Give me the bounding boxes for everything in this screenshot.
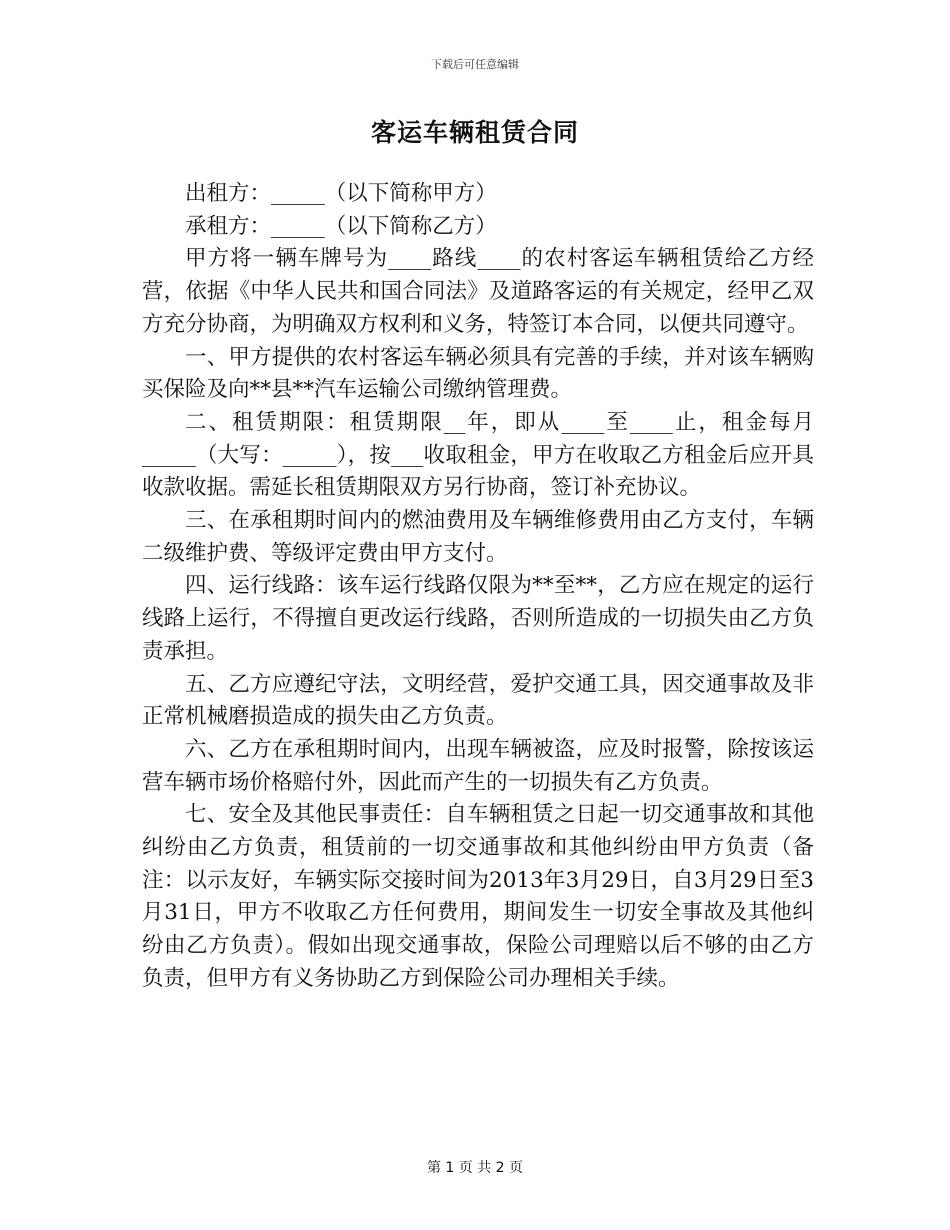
preamble-paragraph: 甲方将一辆车牌号为____路线____的农村客运车辆租赁给乙方经营，依据《中华人民共和国合同法》及道路客运的有关规定，经甲乙双方充分协商，为明确双方权利和义务，特签订本合同，以便共同遵守。	[142, 246, 814, 337]
contract-body	[142, 178, 814, 996]
clause-5: 五、乙方应遵纪守法，文明经营，爱护交通工具，因交通事故及非正常机械磨损造成的损失由乙方负责。	[142, 671, 814, 730]
clause-4: 四、运行线路：该车运行线路仅限为**至**，乙方应在规定的运行线路上运行，不得擅自更改运行线路，否则所造成的一切损失由乙方负责承担。	[142, 573, 814, 664]
lessee-line: 承租方：_____（以下简称乙方）	[185, 213, 497, 239]
header-note: 下载后可任意编辑	[431, 58, 519, 71]
clause-1: 一、甲方提供的农村客运车辆必须具有完善的手续，并对该车辆购买保险及向**县**汽车运输公司缴纳管理费。	[142, 344, 814, 403]
clause-2: 二、租赁期限：租赁期限__年，即从____至____止，租金每月_____（大写：_____），按___收取租金，甲方在收取乙方租金后应开具收款收据。需延长租赁期限双方另行协商，签订补充协议。	[142, 409, 814, 501]
clause-6: 六、乙方在承租期时间内，出现车辆被盗，应及时报警，除按该运营车辆市场价格赔付外，因此而产生的一切损失有乙方负责。	[142, 736, 814, 795]
clause-3: 三、在承租期时间内的燃油费用及车辆维修费用由乙方支付，车辆二级维护费、等级评定费由甲方支付。	[142, 508, 814, 566]
document-title: 客运车辆租赁合同	[370, 118, 579, 147]
clause-7: 七、安全及其他民事责任：自车辆租赁之日起一切交通事故和其他纠纷由乙方负责，租赁前的一切交通事故和其他纠纷由甲方负责（备注：以示友好，车辆实际交接时间为2013年3月29日，自3月29日至3月31日，甲方不收取乙方任何费用，期间发生一切安全事故及其他纠纷由乙方负责）。假如出现交通事故，保险公司理赔以后不够的由乙方负责，但甲方有义务协助乙方到保险公司办理相关手续。	[142, 802, 814, 991]
page-footer: 第 1 页 共 2 页	[426, 1160, 524, 1176]
lessor-line: 出租方：_____（以下简称甲方）	[185, 181, 497, 206]
